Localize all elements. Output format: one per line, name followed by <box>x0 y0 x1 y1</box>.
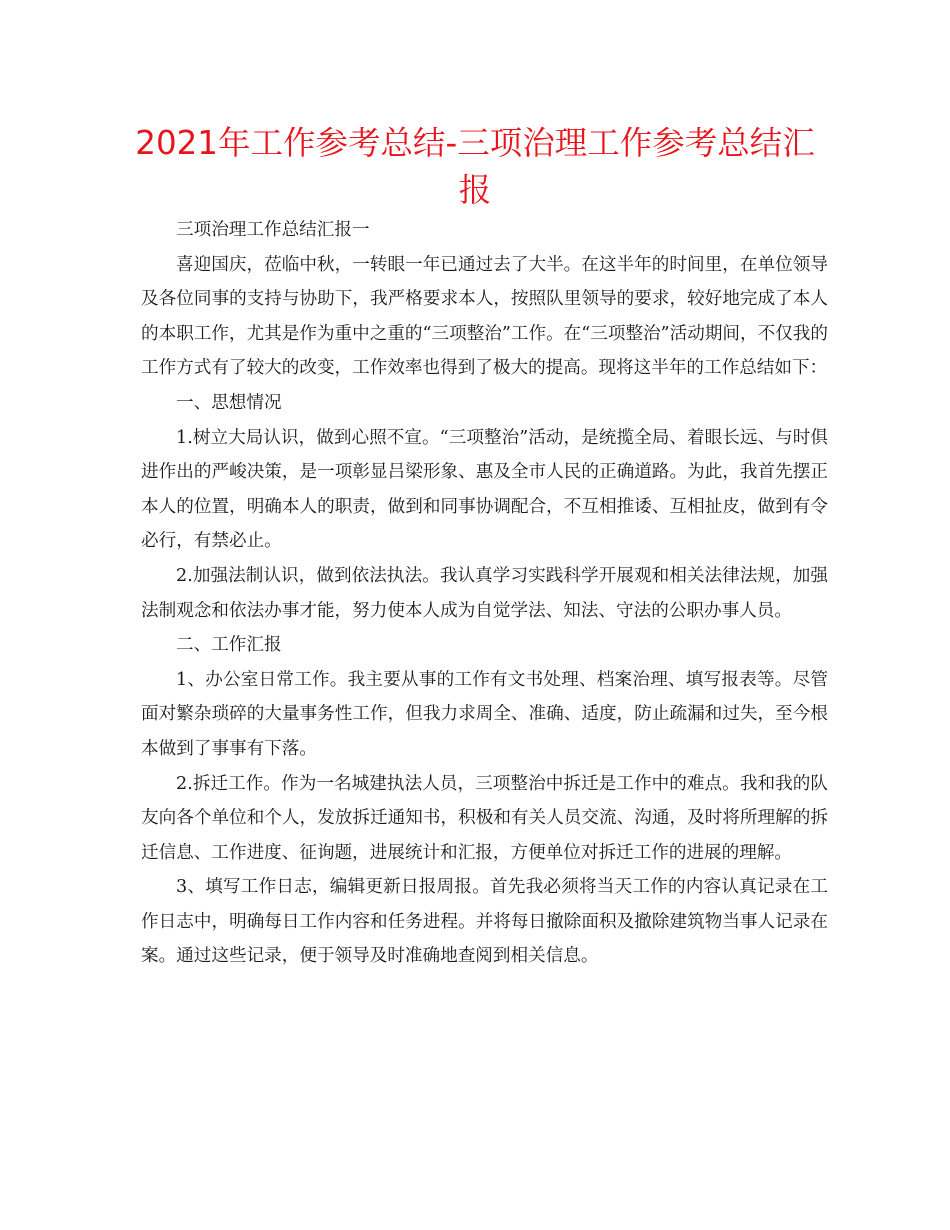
document-body <box>141 213 828 974</box>
section-heading: 三项治理工作总结汇报一 <box>176 220 370 240</box>
section-heading: 一、思想情况 <box>176 392 282 413</box>
document-title: 2021年工作参考总结-三项治理工作参考总结汇报 <box>135 124 815 209</box>
section-heading: 二、工作汇报 <box>176 635 282 656</box>
paragraph: 3、填写工作日志，编辑更新日报周报。首先我必须将当天工作的内容认真记录在工作日志中，明确每日工作内容和任务进程。并将每日撤除面积及撤除建筑物当事人记录在案。通过这些记录，便于领导及时准确地查阅到相关信息。 <box>141 877 828 967</box>
paragraph: 1、办公室日常工作。我主要从事的工作有文书处理、档案治理、填写报表等。尽管面对繁杂琐碎的大量事务性工作，但我力求周全、准确、适度，防止疏漏和过失，至今根本做到了事事有下落。 <box>141 669 828 759</box>
paragraph: 2.加强法制认识，做到依法执法。我认真学习实践科学开展观和相关法律法规，加强法制观念和依法办事才能，努力使本人成为自觉学法、知法、守法的公职办事人员。 <box>141 565 828 621</box>
paragraph: 1.树立大局认识，做到心照不宣。“三项整治”活动，是统揽全局、着眼长远、与时俱进作出的严峻决策，是一项彰显吕梁形象、惠及全市人民的正确道路。为此，我首先摆正本人的位置，明确本人的职责，做到和同事协调配合，不互相推诿、互相扯皮，做到有令必行，有禁必止。 <box>141 427 828 552</box>
paragraph: 喜迎国庆，莅临中秋，一转眼一年已通过去了大半。在这半年的时间里，在单位领导及各位同事的支持与协助下，我严格要求本人，按照队里领导的要求，较好地完成了本人的本职工作，尤其是作为重中之重的“三项整治”工作。在“三项整治”活动期间，不仅我的工作方式有了较大的改变，工作效率也得到了极大的提高。现将这半年的工作总结如下： <box>141 254 828 379</box>
paragraph: 2.拆迁工作。作为一名城建执法人员，三项整治中拆迁是工作中的难点。我和我的队友向各个单位和个人，发放拆迁通知书，积极和有关人员交流、沟通，及时将所理解的拆迁信息、工作进度、征询题，进展统计和汇报，方便单位对拆迁工作的进展的理解。 <box>141 773 828 863</box>
